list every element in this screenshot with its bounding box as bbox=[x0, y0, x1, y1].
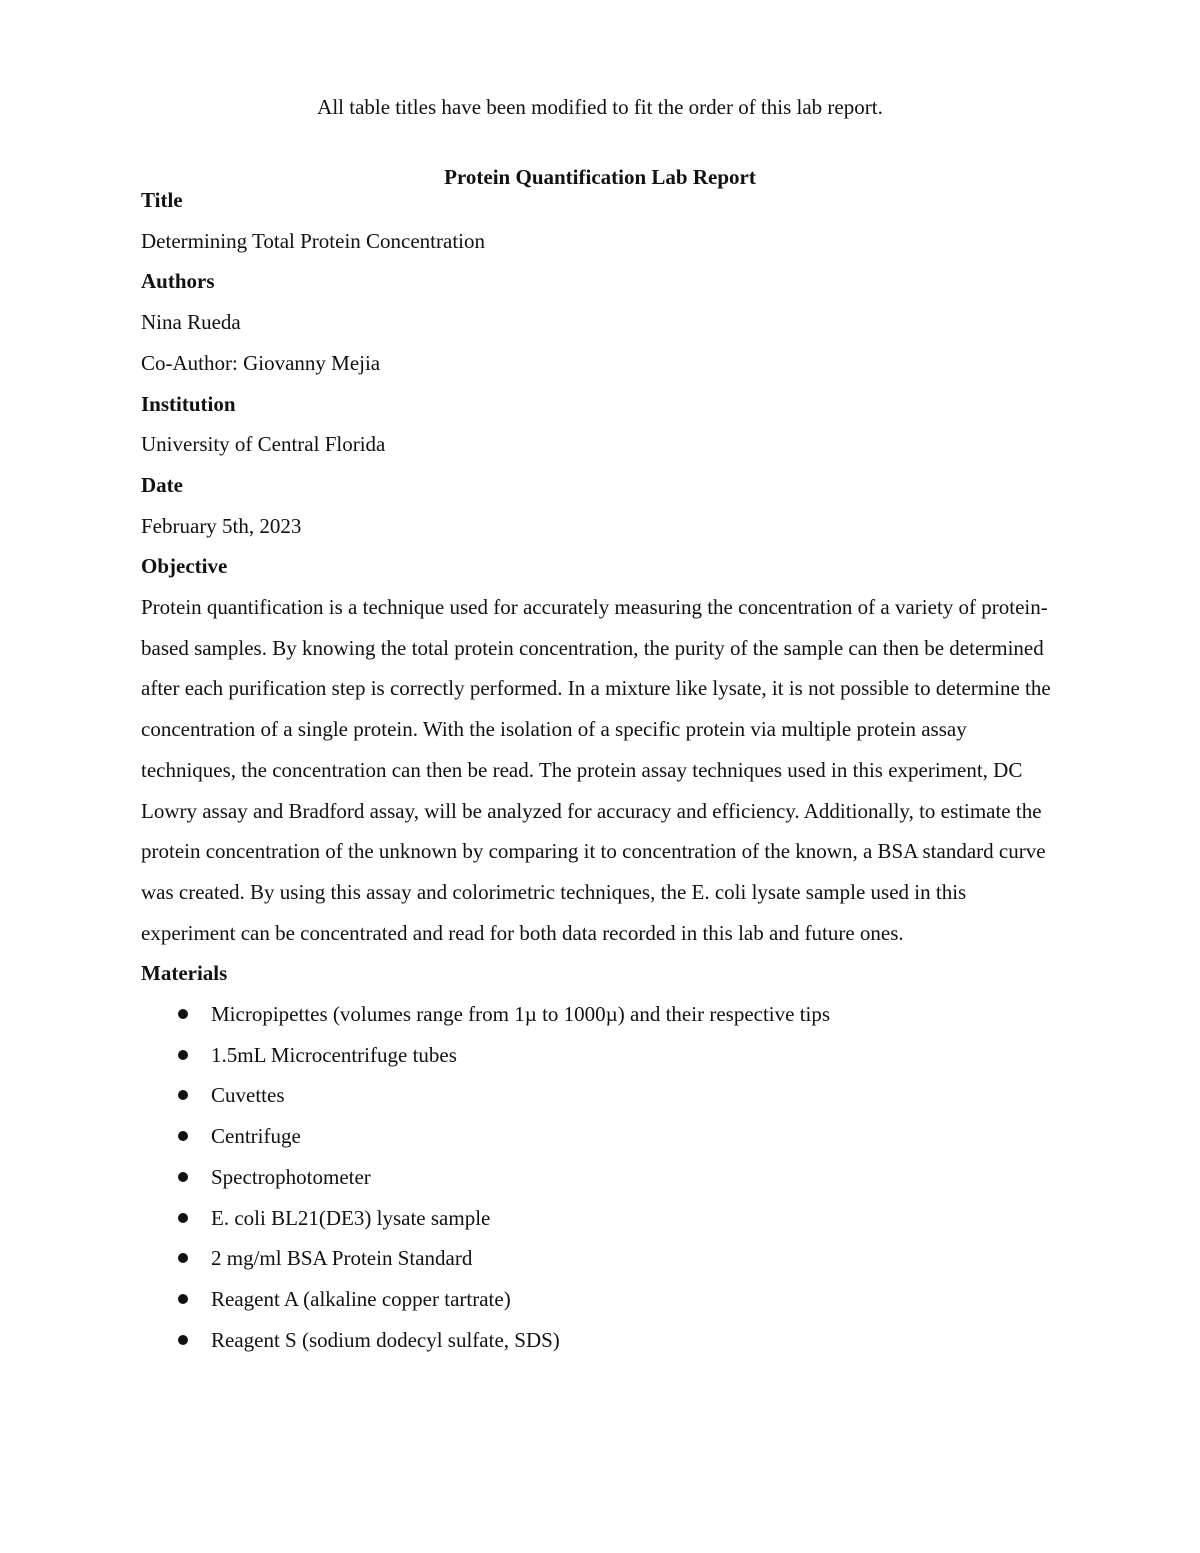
bullet-icon bbox=[178, 1172, 188, 1182]
list-item bbox=[141, 1035, 1061, 1076]
material-label: Cuvettes bbox=[211, 1083, 285, 1108]
material-label: Centrifuge bbox=[211, 1124, 301, 1149]
objective-heading: Objective bbox=[141, 554, 228, 579]
report-body bbox=[141, 180, 1061, 1360]
list-item bbox=[141, 1116, 1061, 1157]
list-item bbox=[141, 1198, 1061, 1239]
bullet-icon bbox=[178, 1213, 188, 1223]
co-author-name: Co-Author: Giovanny Mejia bbox=[141, 350, 381, 375]
bullet-icon bbox=[178, 1009, 188, 1019]
authors-heading: Authors bbox=[141, 269, 215, 294]
title-text: Determining Total Protein Concentration bbox=[141, 228, 485, 253]
list-item bbox=[141, 1075, 1061, 1116]
document-page bbox=[141, 0, 1061, 1553]
material-label: Reagent S (sodium dodecyl sulfate, SDS) bbox=[211, 1327, 560, 1352]
list-item bbox=[141, 1157, 1061, 1198]
bullet-icon bbox=[178, 1253, 188, 1263]
list-item bbox=[141, 1320, 1061, 1361]
bullet-icon bbox=[178, 1090, 188, 1100]
report-title: Protein Quantification Lab Report bbox=[444, 165, 756, 189]
material-label: 1.5mL Microcentrifuge tubes bbox=[211, 1042, 457, 1067]
institution-text: University of Central Florida bbox=[141, 432, 386, 457]
bullet-icon bbox=[178, 1335, 188, 1345]
bullet-icon bbox=[178, 1050, 188, 1060]
objective-paragraph: Protein quantification is a technique used for accurately measuring the concentration of a variety of protein-based samples. By knowing the total protein concentration, the purity of the sample can then be determined after each purification step is correctly performed. In a mixture like lysate, it is not possible to determine the concentration of a single protein. With the isolation of a specific protein via multiple protein assay techniques, the concentration can then be read. The protein assay techniques used in this experiment, DC Lowry assay and Bradford assay, will be analyzed for accuracy and efficiency. Additionally, to estimate the protein concentration of the unknown by comparing it to concentration of the known, a BSA standard curve was created. By using this assay and colorimetric techniques, the E. coli lysate sample used in this experiment can be concentrated and read for both data recorded in this lab and future ones. bbox=[141, 595, 1051, 945]
material-label: Spectrophotometer bbox=[211, 1164, 371, 1189]
table-titles-note: All table titles have been modified to fit the order of this lab report. bbox=[317, 95, 883, 119]
list-item bbox=[141, 1279, 1061, 1320]
date-heading: Date bbox=[141, 472, 183, 497]
materials-list bbox=[141, 994, 1061, 1360]
bullet-icon bbox=[178, 1294, 188, 1304]
date-text: February 5th, 2023 bbox=[141, 513, 302, 538]
bullet-icon bbox=[178, 1131, 188, 1141]
institution-heading: Institution bbox=[141, 391, 236, 416]
material-label: Reagent A (alkaline copper tartrate) bbox=[211, 1286, 511, 1311]
list-item bbox=[141, 994, 1061, 1035]
materials-heading: Materials bbox=[141, 961, 228, 986]
title-heading: Title bbox=[141, 188, 183, 212]
material-label: 2 mg/ml BSA Protein Standard bbox=[211, 1246, 473, 1271]
author-name: Nina Rueda bbox=[141, 310, 241, 335]
material-label: E. coli BL21(DE3) lysate sample bbox=[211, 1205, 491, 1230]
material-label: Micropipettes (volumes range from 1µ to 1000µ) and their respective tips bbox=[211, 1002, 831, 1027]
list-item bbox=[141, 1238, 1061, 1279]
